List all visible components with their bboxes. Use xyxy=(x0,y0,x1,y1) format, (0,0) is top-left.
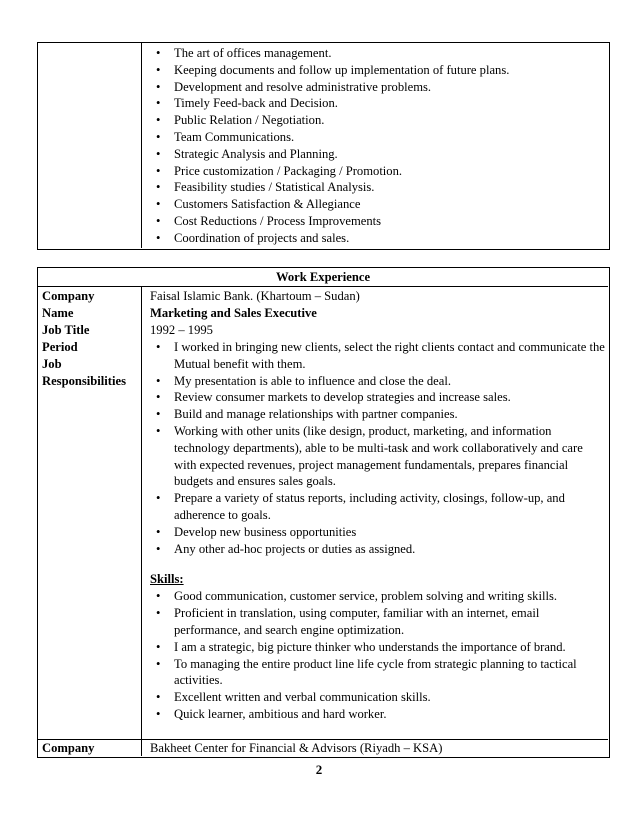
skills-heading: Skills: xyxy=(150,572,184,587)
list-item: • Coordination of projects and sales. xyxy=(156,230,350,245)
bullet-icon: • xyxy=(156,524,161,539)
responsibilities-label: Responsibilities xyxy=(42,374,126,388)
row-divider xyxy=(38,739,608,740)
list-item: • I am a strategic, big picture thinker who understands the importance of brand. xyxy=(156,639,566,654)
header-divider xyxy=(38,286,608,287)
bullet-icon: • xyxy=(156,706,161,721)
bullet-icon: • xyxy=(156,213,161,228)
bullet-icon: • xyxy=(156,656,161,671)
list-item: • Price customization / Packaging / Promotion. xyxy=(156,163,403,178)
bullet-icon: • xyxy=(156,340,161,354)
list-item: • Develop new business opportunities xyxy=(156,524,357,539)
job-title-label: Job Title xyxy=(42,323,90,337)
bullet-icon: • xyxy=(156,46,161,60)
spacer xyxy=(150,557,608,571)
column-divider xyxy=(141,286,142,756)
bullet-icon: • xyxy=(156,146,161,161)
company-name: Faisal Islamic Bank. (Khartoum – Sudan) xyxy=(150,289,360,303)
list-item: • The art of offices management. xyxy=(156,46,332,60)
list-item: • Timely Feed-back and Decision. xyxy=(156,96,338,111)
list-item: • Excellent written and verbal communication skills. xyxy=(156,690,431,705)
list-item: • Public Relation / Negotiation. xyxy=(156,113,325,128)
list-item: • Feasibility studies / Statistical Analysis. xyxy=(156,180,375,195)
bullet-icon: • xyxy=(156,180,161,195)
list-item: • Customers Satisfaction & Allegiance xyxy=(156,197,361,212)
column-divider xyxy=(141,43,142,248)
job-title: Marketing and Sales Executive xyxy=(150,306,317,320)
bullet-icon: • xyxy=(156,79,161,94)
bullet-icon: • xyxy=(156,423,161,438)
list-item: • Team Communications. xyxy=(156,129,295,144)
bullet-icon: • xyxy=(156,541,161,556)
list-item: • I worked in bringing new clients, select the right clients contact and communicate the Mutual benefit with them. xyxy=(156,340,605,371)
list-item: • Strategic Analysis and Planning. xyxy=(156,146,338,161)
job-label: Job xyxy=(42,357,62,371)
work-experience-header: Work Experience xyxy=(275,270,371,284)
page-number: 2 xyxy=(315,762,323,777)
next-company-label: Company xyxy=(42,741,95,755)
period: 1992 – 1995 xyxy=(150,323,213,337)
list-item: • Prepare a variety of status reports, including activity, closings, follow-up, and adherence to goals. xyxy=(156,491,565,522)
list-item: • Any other ad-hoc projects or duties as assigned. xyxy=(156,541,416,556)
bullet-icon: • xyxy=(156,230,161,245)
list-item: • Proficient in translation, using computer, familiar with an internet, email performance, and search engine optimization. xyxy=(156,606,540,637)
period-label: Period xyxy=(42,340,78,354)
list-item: • My presentation is able to influence and close the deal. xyxy=(156,373,451,388)
bullet-icon: • xyxy=(156,129,161,144)
name-label: Name xyxy=(42,306,74,320)
bullet-icon: • xyxy=(156,639,161,654)
bullet-icon: • xyxy=(156,373,161,388)
bullet-icon: • xyxy=(156,491,161,506)
competency-list xyxy=(150,45,600,247)
company-label: Company xyxy=(42,289,95,303)
list-item: • Review consumer markets to develop strategies and increase sales. xyxy=(156,390,511,405)
bullet-icon: • xyxy=(156,163,161,178)
bullet-icon: • xyxy=(156,589,161,604)
responsibilities-list xyxy=(150,339,608,557)
job-details xyxy=(150,288,608,723)
field-labels xyxy=(42,288,126,390)
list-item: • Quick learner, ambitious and hard worker. xyxy=(156,706,387,721)
list-item: • Working with other units (like design, product, marketing, and information technology departments), able to be multi-task and work collaboratively and care with expected revenues, project management fundamentals, prepares financial budgets and ensures sales goals. xyxy=(156,423,583,489)
list-item: • Keeping documents and follow up implementation of future plans. xyxy=(156,62,510,77)
list-item: • To managing the entire product line life cycle from strategic planning to tactical activities. xyxy=(156,656,577,688)
skills-table xyxy=(37,42,610,250)
list-item: • Build and manage relationships with partner companies. xyxy=(156,407,458,422)
bullet-icon: • xyxy=(156,407,161,422)
list-item: • Development and resolve administrative problems. xyxy=(156,79,432,94)
bullet-icon: • xyxy=(156,690,161,705)
bullet-icon: • xyxy=(156,606,161,621)
next-company-name: Bakheet Center for Financial & Advisors (Riyadh – KSA) xyxy=(150,741,443,755)
list-item: • Good communication, customer service, problem solving and writing skills. xyxy=(156,589,557,604)
list-item: • Cost Reductions / Process Improvements xyxy=(156,213,382,228)
bullet-icon: • xyxy=(156,390,161,405)
bullet-icon: • xyxy=(156,197,161,212)
bullet-icon: • xyxy=(156,113,161,128)
work-experience-table xyxy=(37,267,610,758)
bullet-icon: • xyxy=(156,62,161,77)
bullet-icon: • xyxy=(156,96,161,111)
skills-list xyxy=(150,588,608,722)
